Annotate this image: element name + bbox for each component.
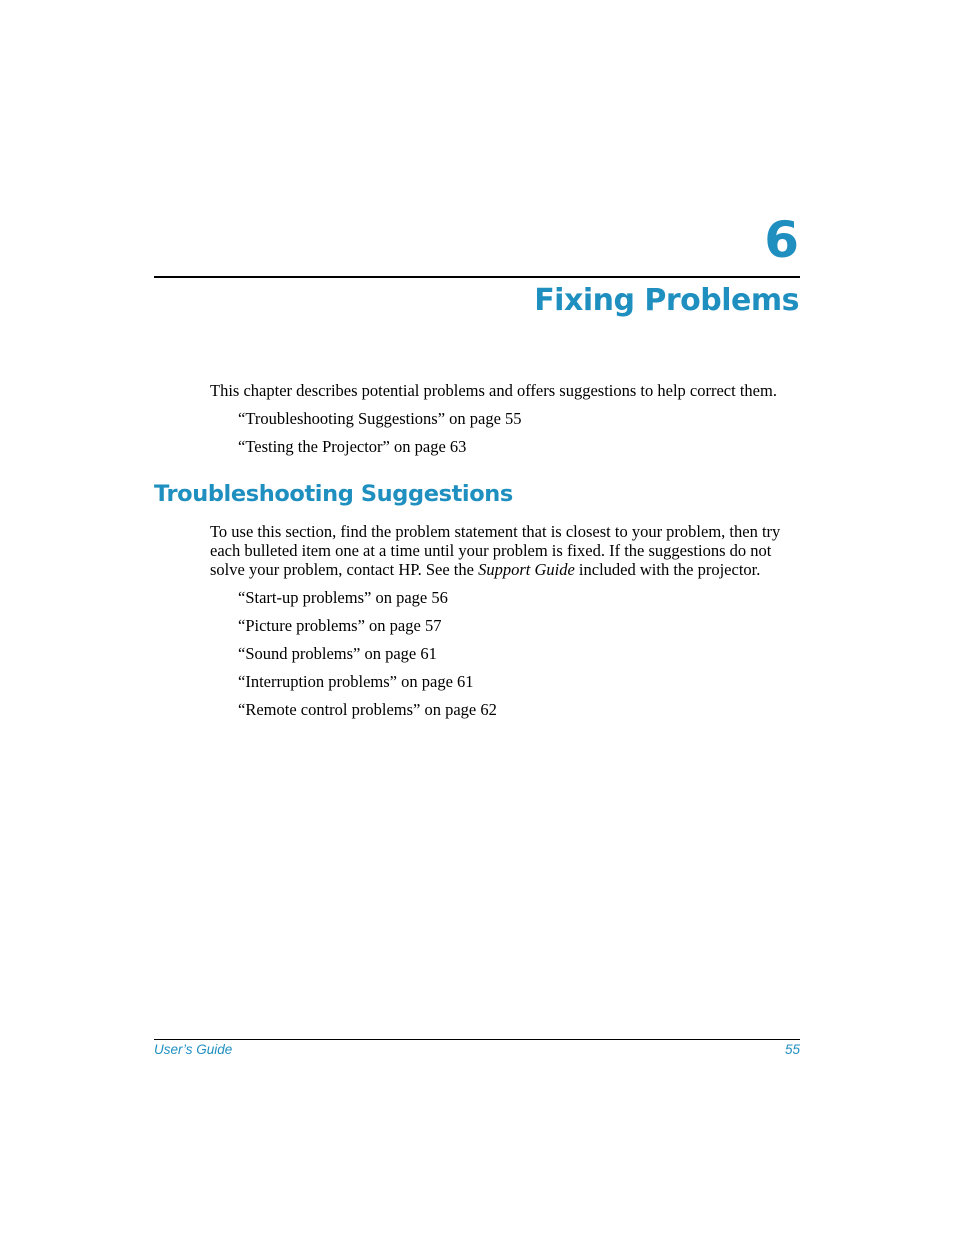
section-paragraph-text-after: included with the projector. [574,560,761,579]
section-paragraph-emphasis: Support Guide [478,560,575,579]
section-link-interruption[interactable]: “Interruption problems” on page 61 [238,672,474,691]
chapter-divider [154,276,800,278]
section-link-startup[interactable]: “Start-up problems” on page 56 [238,588,448,607]
section-heading: Troubleshooting Suggestions [154,481,513,507]
footer-divider [154,1039,800,1040]
footer-guide-title: User’s Guide [154,1042,233,1057]
section-link-remote[interactable]: “Remote control problems” on page 62 [238,700,497,719]
intro-paragraph: This chapter describes potential problems and offers suggestions to help correct them. [210,381,777,400]
chapter-title: Fixing Problems [534,283,799,318]
section-link-sound[interactable]: “Sound problems” on page 61 [238,644,437,663]
intro-link-troubleshooting[interactable]: “Troubleshooting Suggestions” on page 55 [238,409,522,428]
section-paragraph-text-before: To use this section, find the problem statement that is closest to your problem, then try each bulleted item one at a time until your problem is fixed. If the suggestions do not solve your problem, contact HP. See the [210,522,781,579]
section-paragraph [210,522,802,579]
section-link-picture[interactable]: “Picture problems” on page 57 [238,616,442,635]
intro-link-testing[interactable]: “Testing the Projector” on page 63 [238,437,467,456]
chapter-number: 6 [764,211,799,269]
footer-page-number: 55 [784,1042,800,1057]
